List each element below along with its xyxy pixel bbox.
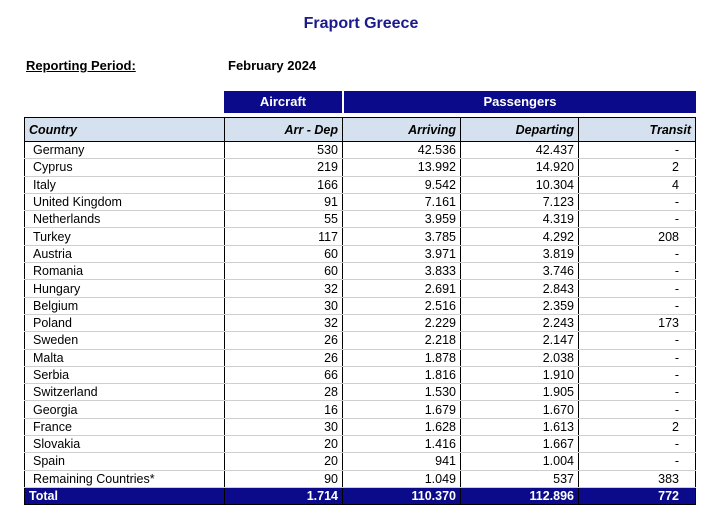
transit-cell: - (579, 211, 696, 228)
table-row (25, 384, 696, 401)
arriving-cell: 2.218 (343, 332, 461, 349)
table-row (25, 297, 696, 314)
table-row (25, 245, 696, 262)
arriving-cell: 9.542 (343, 176, 461, 193)
arr-dep-cell: 30 (225, 297, 343, 314)
table-row (25, 366, 696, 383)
country-cell: Spain (25, 453, 225, 470)
arr-dep-cell: 32 (225, 314, 343, 331)
header-country: Country (25, 118, 225, 142)
transit-cell: 4 (579, 176, 696, 193)
table-row (25, 453, 696, 470)
arriving-cell: 3.959 (343, 211, 461, 228)
table-row (25, 176, 696, 193)
arriving-cell: 941 (343, 453, 461, 470)
table-row (25, 263, 696, 280)
transit-cell: - (579, 245, 696, 262)
country-cell: Germany (25, 142, 225, 159)
arr-dep-cell: 30 (225, 418, 343, 435)
reporting-period-value: February 2024 (228, 58, 317, 73)
departing-cell: 2.359 (461, 297, 579, 314)
departing-cell: 537 (461, 470, 579, 487)
transit-cell: 383 (579, 470, 696, 487)
country-cell: Slovakia (25, 436, 225, 453)
country-cell: Malta (25, 349, 225, 366)
table-row (25, 470, 696, 487)
country-cell: Serbia (25, 366, 225, 383)
transit-cell: - (579, 436, 696, 453)
arr-dep-cell: 20 (225, 436, 343, 453)
reporting-period-label: Reporting Period: (26, 58, 136, 73)
arr-dep-cell: 28 (225, 384, 343, 401)
departing-cell: 1.905 (461, 384, 579, 401)
departing-cell: 4.319 (461, 211, 579, 228)
table-body (25, 142, 696, 488)
transit-cell: - (579, 366, 696, 383)
arr-dep-cell: 219 (225, 159, 343, 176)
country-cell: Poland (25, 314, 225, 331)
country-cell: Romania (25, 263, 225, 280)
transit-cell: 173 (579, 314, 696, 331)
transit-cell: - (579, 280, 696, 297)
arr-dep-cell: 60 (225, 263, 343, 280)
departing-cell: 2.038 (461, 349, 579, 366)
table-row (25, 159, 696, 176)
arriving-cell: 1.878 (343, 349, 461, 366)
header-departing: Departing (461, 118, 579, 142)
aircraft-group-header: Aircraft (224, 91, 342, 113)
country-cell: Austria (25, 245, 225, 262)
departing-cell: 1.910 (461, 366, 579, 383)
transit-cell: - (579, 401, 696, 418)
total-label: Total (25, 487, 225, 504)
transit-cell: - (579, 349, 696, 366)
arriving-cell: 3.833 (343, 263, 461, 280)
departing-cell: 3.819 (461, 245, 579, 262)
transit-cell: 208 (579, 228, 696, 245)
departing-cell: 42.437 (461, 142, 579, 159)
table-row (25, 228, 696, 245)
arr-dep-cell: 530 (225, 142, 343, 159)
country-cell: Cyprus (25, 159, 225, 176)
departing-cell: 1.613 (461, 418, 579, 435)
arriving-cell: 3.785 (343, 228, 461, 245)
departing-cell: 1.670 (461, 401, 579, 418)
arr-dep-cell: 55 (225, 211, 343, 228)
arriving-cell: 1.530 (343, 384, 461, 401)
departing-cell: 4.292 (461, 228, 579, 245)
country-cell: Netherlands (25, 211, 225, 228)
arriving-cell: 1.816 (343, 366, 461, 383)
transit-cell: - (579, 453, 696, 470)
arr-dep-cell: 26 (225, 332, 343, 349)
total-row (25, 487, 696, 504)
arriving-cell: 2.691 (343, 280, 461, 297)
country-cell: Sweden (25, 332, 225, 349)
arr-dep-cell: 90 (225, 470, 343, 487)
table-row (25, 349, 696, 366)
page-title: Fraport Greece (303, 15, 419, 32)
header-transit: Transit (579, 118, 696, 142)
arriving-cell: 13.992 (343, 159, 461, 176)
table-row (25, 332, 696, 349)
arr-dep-cell: 166 (225, 176, 343, 193)
country-cell: Remaining Countries* (25, 470, 225, 487)
transit-cell: - (579, 332, 696, 349)
arr-dep-cell: 20 (225, 453, 343, 470)
arriving-cell: 7.161 (343, 193, 461, 210)
total-departing: 112.896 (461, 487, 579, 504)
country-cell: Hungary (25, 280, 225, 297)
table-row (25, 280, 696, 297)
transit-cell: - (579, 384, 696, 401)
arriving-cell: 2.516 (343, 297, 461, 314)
departing-cell: 2.147 (461, 332, 579, 349)
table-row (25, 401, 696, 418)
arriving-cell: 2.229 (343, 314, 461, 331)
departing-cell: 10.304 (461, 176, 579, 193)
transit-cell: - (579, 142, 696, 159)
header-arriving: Arriving (343, 118, 461, 142)
header-arr-dep: Arr - Dep (225, 118, 343, 142)
table-row (25, 193, 696, 210)
arr-dep-cell: 66 (225, 366, 343, 383)
arriving-cell: 1.679 (343, 401, 461, 418)
departing-cell: 2.243 (461, 314, 579, 331)
departing-cell: 2.843 (461, 280, 579, 297)
total-transit: 772 (579, 487, 696, 504)
arr-dep-cell: 32 (225, 280, 343, 297)
country-cell: France (25, 418, 225, 435)
transit-cell: 2 (579, 159, 696, 176)
arriving-cell: 1.049 (343, 470, 461, 487)
departing-cell: 3.746 (461, 263, 579, 280)
arr-dep-cell: 117 (225, 228, 343, 245)
table-row (25, 211, 696, 228)
departing-cell: 1.667 (461, 436, 579, 453)
country-cell: Turkey (25, 228, 225, 245)
transit-cell: - (579, 297, 696, 314)
table-row (25, 314, 696, 331)
arr-dep-cell: 26 (225, 349, 343, 366)
arr-dep-cell: 16 (225, 401, 343, 418)
arriving-cell: 42.536 (343, 142, 461, 159)
transit-cell: 2 (579, 418, 696, 435)
country-cell: Belgium (25, 297, 225, 314)
arriving-cell: 3.971 (343, 245, 461, 262)
traffic-table (24, 117, 696, 505)
departing-cell: 14.920 (461, 159, 579, 176)
country-cell: Switzerland (25, 384, 225, 401)
country-cell: United Kingdom (25, 193, 225, 210)
arriving-cell: 1.416 (343, 436, 461, 453)
country-cell: Georgia (25, 401, 225, 418)
table-row (25, 436, 696, 453)
table-row (25, 142, 696, 159)
country-cell: Italy (25, 176, 225, 193)
arriving-cell: 1.628 (343, 418, 461, 435)
transit-cell: - (579, 263, 696, 280)
arr-dep-cell: 91 (225, 193, 343, 210)
arr-dep-cell: 60 (225, 245, 343, 262)
total-arr-dep: 1.714 (225, 487, 343, 504)
total-arriving: 110.370 (343, 487, 461, 504)
passengers-group-header: Passengers (344, 91, 696, 113)
transit-cell: - (579, 193, 696, 210)
departing-cell: 7.123 (461, 193, 579, 210)
table-header-row (25, 118, 696, 142)
table-row (25, 418, 696, 435)
departing-cell: 1.004 (461, 453, 579, 470)
